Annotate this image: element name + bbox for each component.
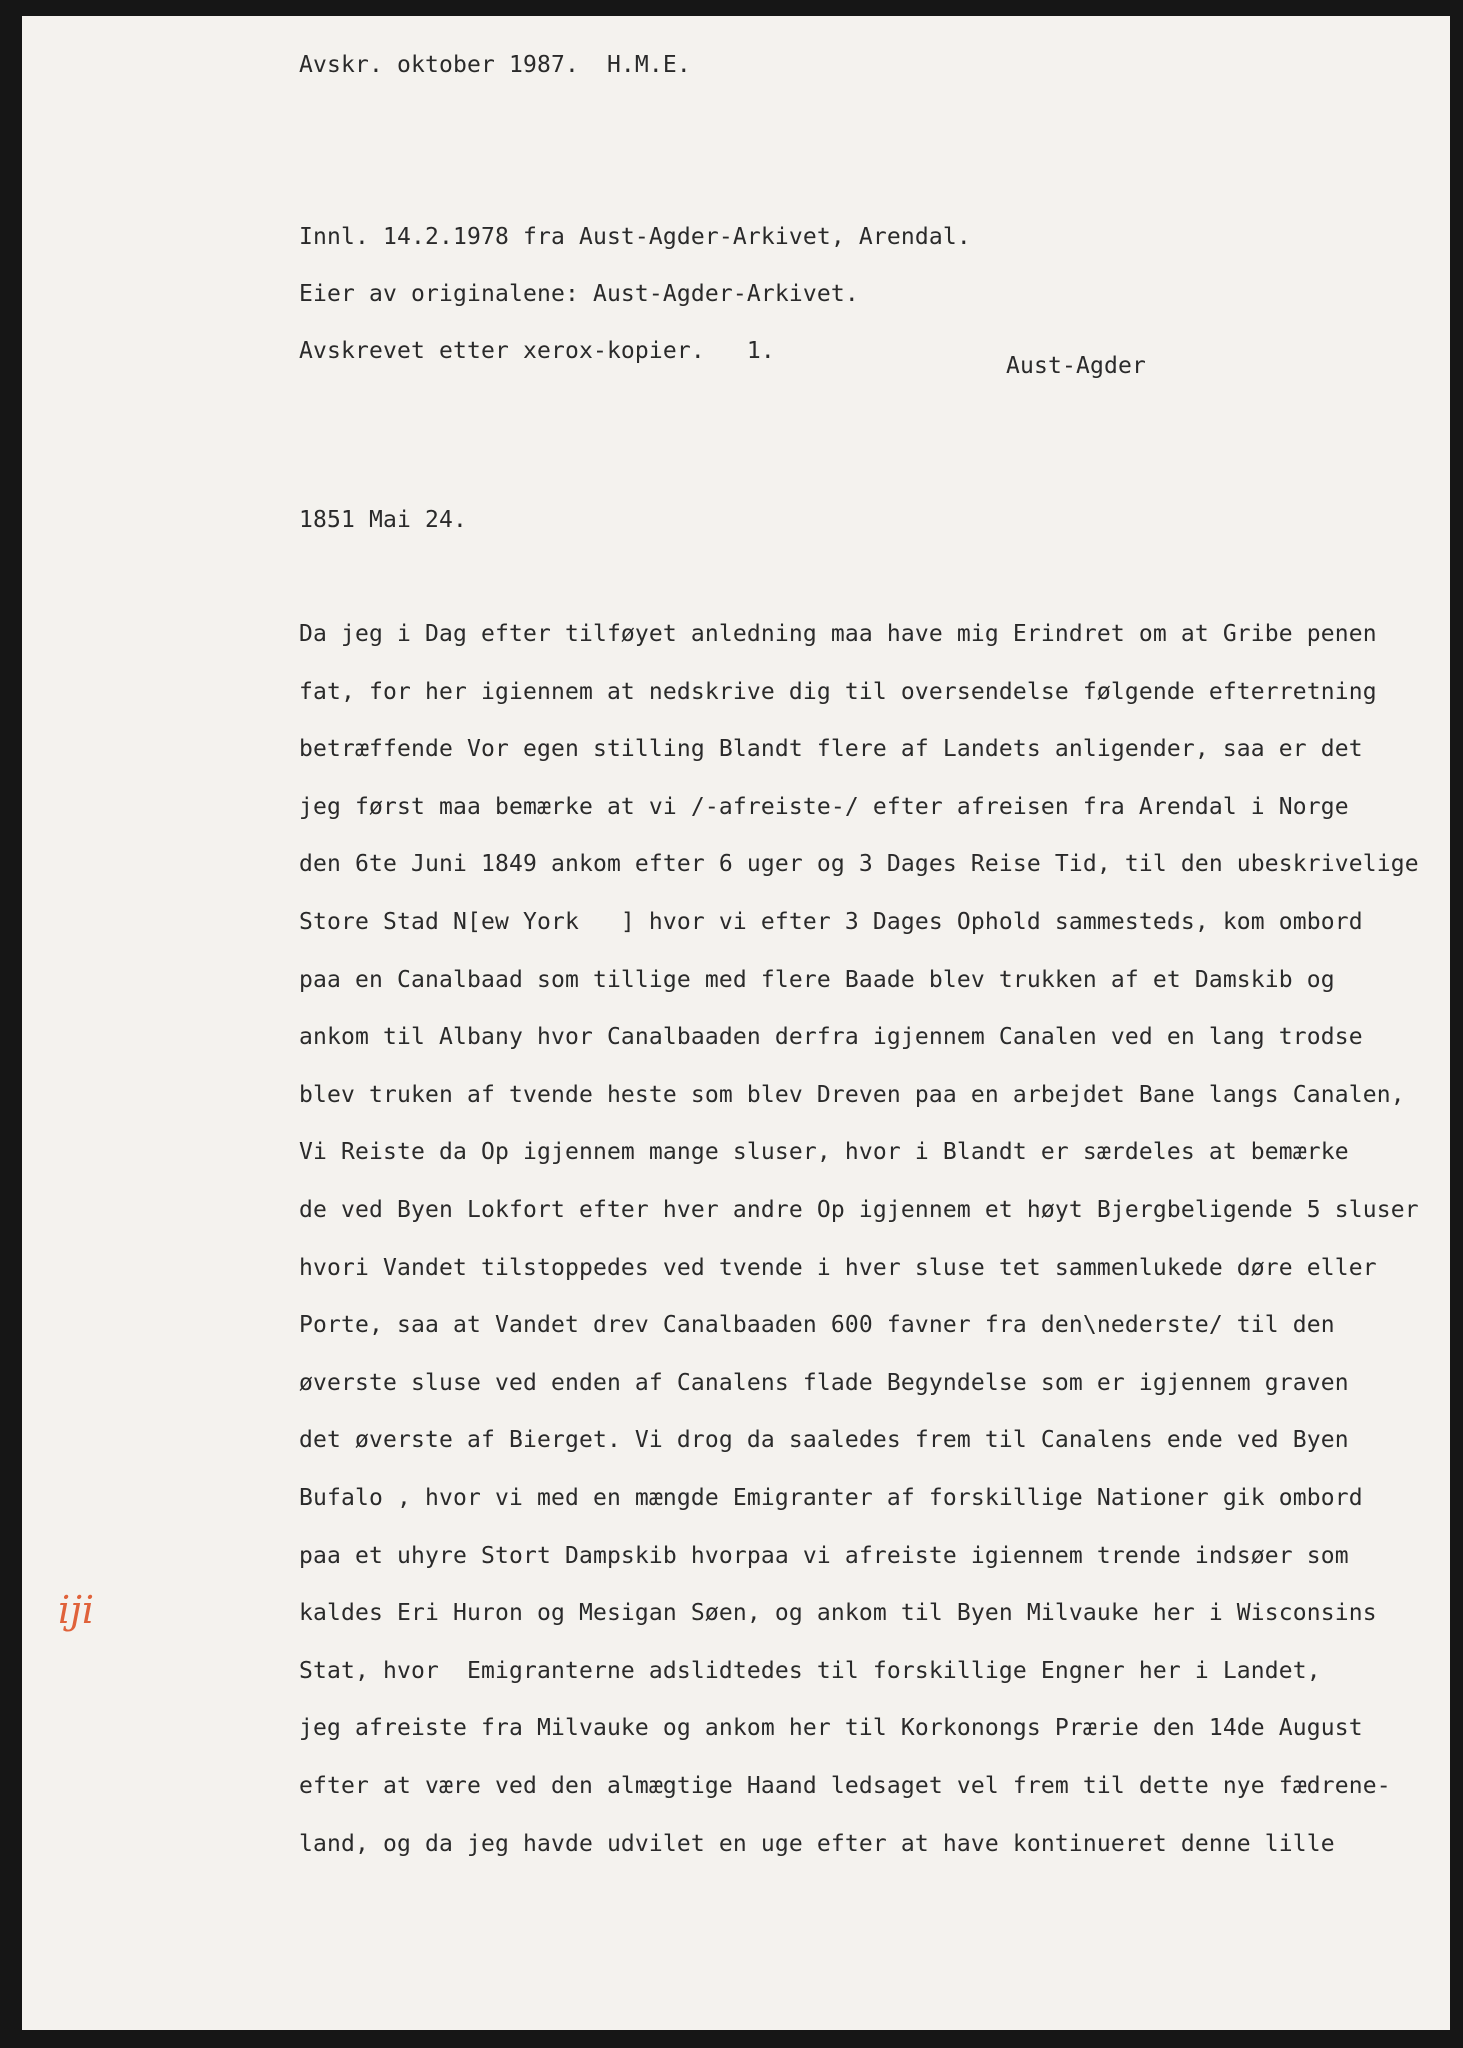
received-line: Innl. 14.2.1978 fra Aust-Agder-Arkivet, Arendal. [299,224,971,250]
body-line: hvori Vandet tilstoppedes ved tvende i hver sluse tet sammenlukede døre eller [299,1254,1377,1281]
body-line: Porte, saa at Vandet drev Canalbaaden 600 favner fra den\nederste/ til den [299,1312,1335,1339]
body-line: ankom til Albany hvor Canalbaaden derfra igjennem Canalen ved en lang trodse [299,1024,1363,1051]
body-line: det øverste af Bierget. Vi drog da saaledes frem til Canalens ende ved Byen [299,1427,1349,1454]
source-line: Avskrevet etter xerox-kopier. 1. [299,338,775,364]
body-line: Da jeg i Dag efter tilføyet anledning maa have mig Erindret om at Gribe penen [299,621,1377,647]
document-page [22,16,1450,2030]
body-line: Bufalo , hvor vi med en mængde Emigranter af forskillige Nationer gik ombord [299,1485,1363,1511]
body-line: jeg først maa bemærke at vi /-afreiste-/ efter afreisen fra Arendal i Norge [299,793,1349,820]
owner-line: Eier av originalene: Aust-Agder-Arkivet. [299,281,859,307]
body-line: Stat, hvor Emigranterne adslidtedes til forskillige Engner her i Landet, [299,1657,1321,1684]
body-line: Vi Reiste da Op igjennem mange sluser, hvor i Blandt er særdeles at bemærke [299,1139,1349,1166]
body-line: den 6te Juni 1849 ankom efter 6 uger og 3 Dages Reise Tid, til den ubeskrivelige [299,851,1419,878]
letter-date: 1851 Mai 24. [299,507,467,533]
body-line: blev truken af tvende heste som blev Dreven paa en arbejdet Bane langs Canalen, [299,1081,1405,1108]
margin-annotation: iji [58,1588,95,1632]
body-line: efter at være ved den almægtige Haand ledsaget vel frem til dette nye fædrene- [299,1773,1391,1799]
transcription-note: Avskr. oktober 1987. H.M.E. [299,52,691,78]
body-line: kaldes Eri Huron og Mesigan Søen, og ankom til Byen Milvauke her i Wisconsins [299,1600,1377,1627]
body-line: paa en Canalbaad som tillige med flere Baade blev trukken af et Damskib og [299,966,1335,993]
region-label: Aust-Agder [1006,353,1146,379]
body-line: betræffende Vor egen stilling Blandt flere af Landets anligender, saa er det [299,736,1363,763]
body-line: Store Stad N[ew York ] hvor vi efter 3 Dages Ophold sammesteds, kom ombord [299,909,1363,935]
body-line: fat, for her igiennem at nedskrive dig til oversendelse følgende efterretning [299,678,1377,705]
body-line: øverste sluse ved enden af Canalens flade Begyndelse som er igjennem graven [299,1369,1349,1396]
body-line: jeg afreiste fra Milvauke og ankom her til Korkonongs Prærie den 14de August [299,1715,1363,1742]
body-line: paa et uhyre Stort Dampskib hvorpaa vi afreiste igiennem trende indsøer som [299,1542,1349,1569]
body-line: de ved Byen Lokfort efter hver andre Op igjennem et høyt Bjergbeligende 5 sluser [299,1197,1419,1223]
body-line: land, og da jeg havde udvilet en uge efter at have kontinueret denne lille [299,1830,1335,1857]
